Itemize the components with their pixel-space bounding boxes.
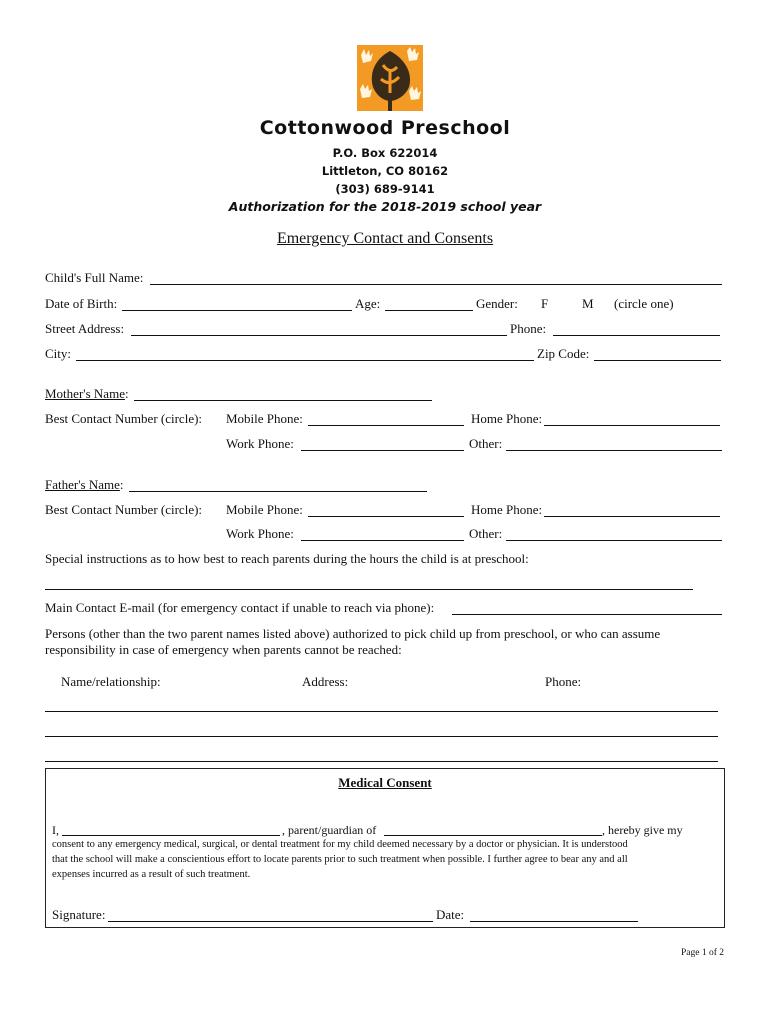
circle-one-hint: (circle one) — [614, 296, 674, 311]
consent-body-2: that the school will make a conscientious effort to locate parents prior to such treatment when possible. I further agree to bear any and all — [52, 854, 628, 865]
authorization-line: Authorization for the 2018-2019 school year — [228, 199, 542, 214]
signature-field[interactable] — [108, 921, 433, 922]
street-field[interactable] — [131, 335, 507, 336]
po-box: P.O. Box 622014 — [332, 146, 438, 160]
gender-m-option[interactable]: M — [582, 296, 594, 311]
medical-consent-title: Medical Consent — [338, 775, 432, 790]
column-name-relationship: Name/relationship: — [61, 674, 161, 689]
city-field[interactable] — [76, 360, 534, 361]
father-other-field[interactable] — [506, 540, 722, 541]
school-name: Cottonwood Preschool — [259, 117, 511, 139]
phone-field[interactable] — [553, 335, 720, 336]
consent-body-1: consent to any emergency medical, surgical, or dental treatment for my child deemed necessary by a doctor or physician. It is understood — [52, 839, 628, 850]
zip-label: Zip Code: — [537, 346, 590, 361]
gender-f-option[interactable]: F — [541, 296, 549, 311]
consent-paragraph — [52, 837, 720, 882]
child-name-consent-field[interactable] — [384, 835, 602, 836]
father-best-contact-label: Best Contact Number (circle): — [45, 502, 203, 517]
tree-hands-icon — [357, 45, 423, 111]
mother-home-label[interactable]: Home Phone: — [471, 411, 543, 426]
form-title: Emergency Contact and Consents — [276, 230, 494, 247]
guardian-name-field[interactable] — [62, 835, 280, 836]
date-label: Date: — [436, 907, 465, 922]
medical-consent-box — [45, 768, 725, 928]
consent-i-label: I, — [52, 823, 59, 837]
column-address: Address: — [302, 674, 349, 689]
authorized-person-line-3[interactable] — [45, 761, 718, 762]
gender-label: Gender: — [476, 296, 518, 311]
age-field[interactable] — [385, 310, 473, 311]
date-field[interactable] — [470, 921, 638, 922]
father-name-label — [45, 477, 124, 493]
main-email-field[interactable] — [452, 614, 722, 615]
city-label: City: — [45, 346, 72, 361]
persons-text-line-2: responsibility in case of emergency when parents cannot be reached: — [45, 642, 402, 657]
column-phone: Phone: — [545, 674, 582, 689]
father-mobile-field[interactable] — [308, 516, 464, 517]
special-instructions-label: Special instructions as to how best to reach parents during the hours the child is at preschool: — [45, 551, 529, 566]
consent-body-3: expenses incurred as a result of such treatment. — [52, 869, 251, 880]
hereby-label: , hereby give my — [602, 823, 683, 837]
mother-home-field[interactable] — [544, 425, 720, 426]
page-number: Page 1 of 2 — [680, 948, 724, 958]
father-home-field[interactable] — [544, 516, 720, 517]
main-email-label: Main Contact E-mail (for emergency contact if unable to reach via phone): — [45, 600, 435, 615]
mother-name-label — [45, 386, 129, 402]
dob-label: Date of Birth: — [45, 296, 118, 311]
age-label: Age: — [355, 296, 381, 311]
father-name-text: Father's Name — [45, 477, 120, 492]
father-home-label[interactable]: Home Phone: — [471, 502, 543, 517]
authorized-person-line-1[interactable] — [45, 711, 718, 712]
school-phone: (303) 689-9141 — [335, 182, 435, 196]
father-name-colon: : — [119, 477, 124, 492]
signature-label: Signature: — [52, 907, 106, 922]
father-other-label[interactable]: Other: — [469, 526, 503, 541]
mother-work-field[interactable] — [301, 450, 464, 451]
mother-name-colon: : — [124, 386, 129, 401]
child-name-label: Child's Full Name: — [45, 270, 144, 285]
mother-best-contact-label: Best Contact Number (circle): — [45, 411, 203, 426]
street-label: Street Address: — [45, 321, 125, 336]
special-instructions-field[interactable] — [45, 589, 693, 590]
father-work-label[interactable]: Work Phone: — [226, 526, 294, 541]
mother-work-label[interactable]: Work Phone: — [226, 436, 294, 451]
mother-name-field[interactable] — [134, 400, 432, 401]
zip-field[interactable] — [594, 360, 721, 361]
father-name-field[interactable] — [129, 491, 427, 492]
mother-other-field[interactable] — [506, 450, 722, 451]
mother-mobile-field[interactable] — [308, 425, 464, 426]
city-line: Littleton, CO 80162 — [321, 164, 449, 178]
mother-name-text: Mother's Name — [45, 386, 125, 401]
parent-guardian-label: , parent/guardian of — [282, 823, 377, 837]
father-mobile-label[interactable]: Mobile Phone: — [226, 502, 303, 517]
persons-text-line-1: Persons (other than the two parent names listed above) authorized to pick child up from preschool, or who can assume — [45, 626, 661, 641]
mother-other-label[interactable]: Other: — [469, 436, 503, 451]
child-name-field[interactable] — [150, 284, 722, 285]
father-work-field[interactable] — [301, 540, 464, 541]
mother-mobile-label[interactable]: Mobile Phone: — [226, 411, 303, 426]
authorized-person-line-2[interactable] — [45, 736, 718, 737]
dob-field[interactable] — [122, 310, 352, 311]
phone-label: Phone: — [510, 321, 547, 336]
